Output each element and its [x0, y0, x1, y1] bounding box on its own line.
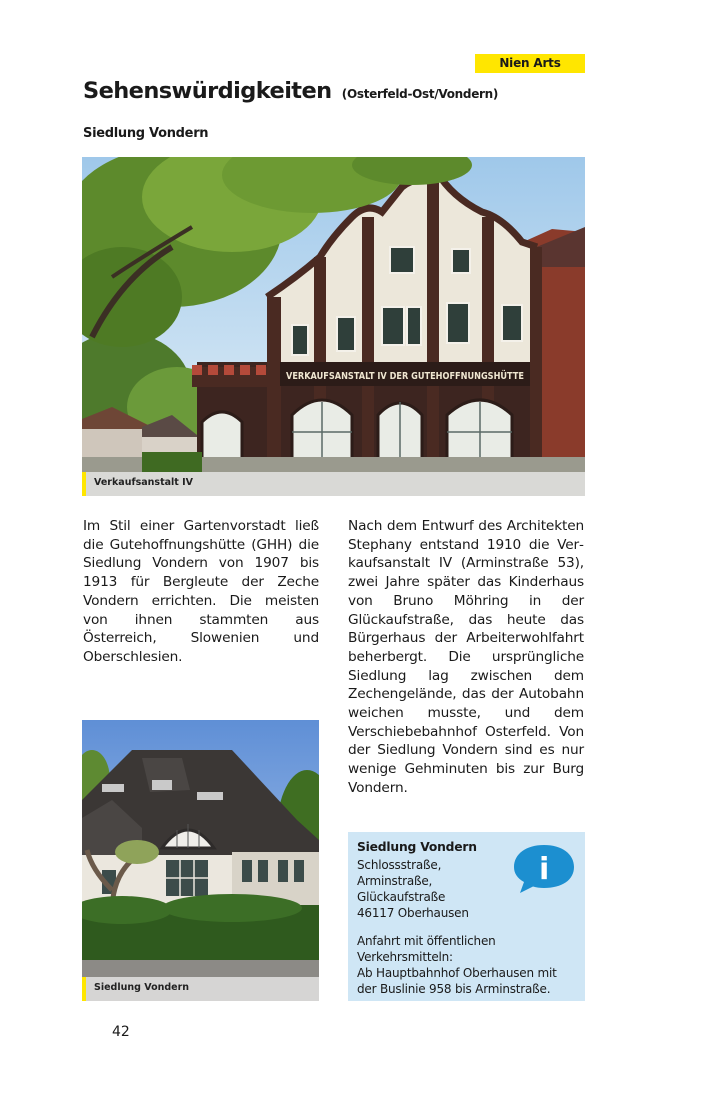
caption-accent	[82, 977, 86, 1001]
body-text-left: Im Stil einer Gartenvorstadt ließ die Gutehoffnungshütte (GHH) die Siedlung Vondern von 1907 bis 1913 für Bergleute der Zeche Vondern errichten. Die meisten von ihnen stammten aus Österreich, Slowenien und Oberschlesien.	[83, 518, 319, 665]
address-line: Arminstraße,	[357, 874, 433, 888]
facade-sign: VERKAUFSANSTALT IV DER GUTEHOFFNUNGSHÜTTE	[286, 371, 524, 382]
info-box	[348, 832, 585, 1001]
photo-caption: Verkaufsanstalt IV	[94, 477, 194, 488]
info-address	[357, 857, 469, 921]
body-text-right: Nach dem Entwurf des Architekten Stephany entstand 1910 die Verkaufsanstalt IV (Arminstraße 53), zwei Jahre später das Kinderhaus von Bruno Möhring in der Glückaufstraße, das heute das Bürgerhaus der Arbeiterwohlfahrt beherbergt. Die ursprüngliche Siedlung lag zwischen dem Zechengelände, das der Autobahn weichen musste, und dem Verschiebebahnhof Osterfeld. Von der Siedlung Vondern sind es nur wenige Gehminuten bis zur Burg Vondern.	[348, 518, 584, 796]
info-icon	[512, 842, 576, 894]
photo-verkaufsanstalt-image	[82, 157, 585, 496]
address-line: Schlossstraße,	[357, 858, 442, 872]
transit-line: Anfahrt mit öffentlichen	[357, 934, 496, 948]
info-title: Siedlung Vondern	[357, 840, 477, 854]
info-icon-glyph: i	[538, 852, 550, 887]
photo-caption-bar	[82, 472, 585, 496]
page-title	[83, 78, 498, 104]
section-heading: Siedlung Vondern	[83, 126, 209, 141]
info-transit	[357, 933, 579, 997]
caption-accent	[82, 472, 86, 496]
title-location: (Osterfeld-Ost/Vondern)	[341, 87, 499, 101]
transit-line: Verkehrsmitteln:	[357, 950, 453, 964]
section-tag: Nien Arts	[475, 54, 585, 73]
photo-siedlung-image	[82, 720, 319, 1001]
transit-line: Ab Hauptbahnhof Oberhausen mit	[357, 966, 557, 980]
address-line: 46117 Oberhausen	[357, 906, 469, 920]
title-main: Sehenswürdigkeiten	[83, 78, 332, 104]
photo-caption: Siedlung Vondern	[94, 982, 190, 993]
photo-caption-bar	[82, 977, 319, 1001]
page-number: 42	[112, 1024, 130, 1040]
photo-siedlung	[82, 720, 319, 1001]
photo-verkaufsanstalt	[82, 157, 585, 496]
transit-line: der Buslinie 958 bis Arminstraße.	[357, 982, 551, 996]
address-line: Glückaufstraße	[357, 890, 446, 904]
